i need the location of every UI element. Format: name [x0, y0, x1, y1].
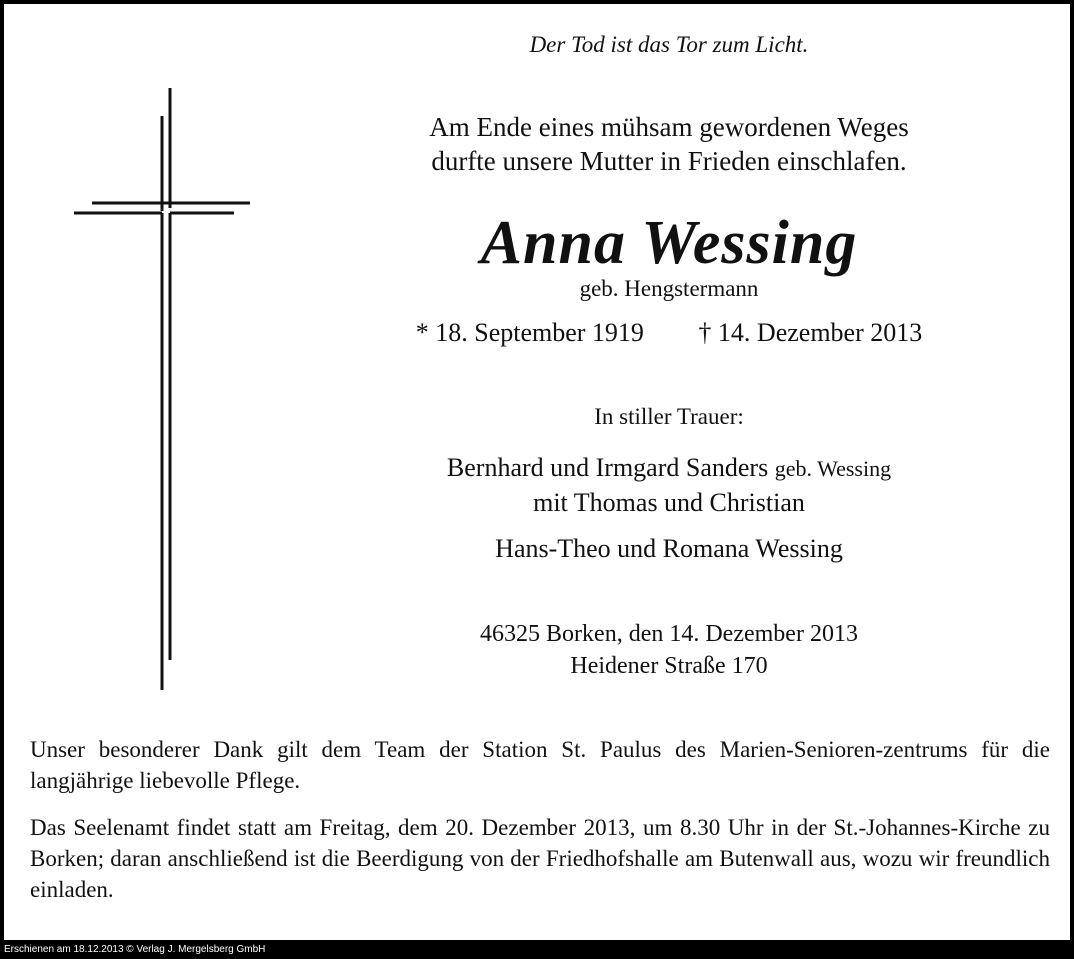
motto-line: Der Tod ist das Tor zum Licht.	[529, 32, 809, 57]
mourning-label: In stiller Trauer:	[594, 404, 744, 429]
birth-name: geb. Hengstermann	[579, 276, 759, 301]
thanks-paragraph: Unser besonderer Dank gilt dem Team der Station St. Paulus des Marien-Senioren-zentrums für die langjährige liebevolle Pflege.	[30, 737, 1050, 793]
mourner-1-name: Bernhard und Irmgard Sanders	[446, 453, 769, 482]
death-date: † 14. Dezember 2013	[698, 318, 923, 347]
mourner-family-sanders	[364, 451, 974, 520]
place-and-date	[364, 618, 974, 682]
mourner-1-line-2: mit Thomas und Christian	[533, 488, 805, 517]
life-dates	[364, 318, 974, 348]
birth-date: * 18. September 1919	[415, 318, 644, 347]
mourner-family-wessing: Hans-Theo und Romana Wessing	[495, 534, 843, 563]
obituary-card	[4, 4, 1070, 940]
street-address: Heidener Straße 170	[570, 653, 768, 679]
cross-icon	[72, 88, 254, 690]
city-date: 46325 Borken, den 14. Dezember 2013	[480, 621, 858, 647]
mourner-1-note: geb. Wessing	[774, 456, 892, 481]
service-paragraph: Das Seelenamt findet statt am Freitag, dem 20. Dezember 2013, um 8.30 Uhr in der St.-Johannes-Kirche zu Borken; daran anschließend ist die Beerdigung von der Friedhofshalle am Butenwall aus, wozu wir freundlich einladen.	[30, 815, 1050, 902]
intro-text	[364, 110, 974, 178]
intro-line-1: Am Ende eines mühsam gewordenen Weges	[429, 112, 909, 142]
deceased-name: Anna Wessing	[480, 209, 858, 277]
intro-line-2: durfte unsere Mutter in Frieden einschlafen.	[431, 146, 907, 176]
publication-footer: Erschienen am 18.12.2013 © Verlag J. Mergelsberg GmbH	[0, 940, 1074, 959]
